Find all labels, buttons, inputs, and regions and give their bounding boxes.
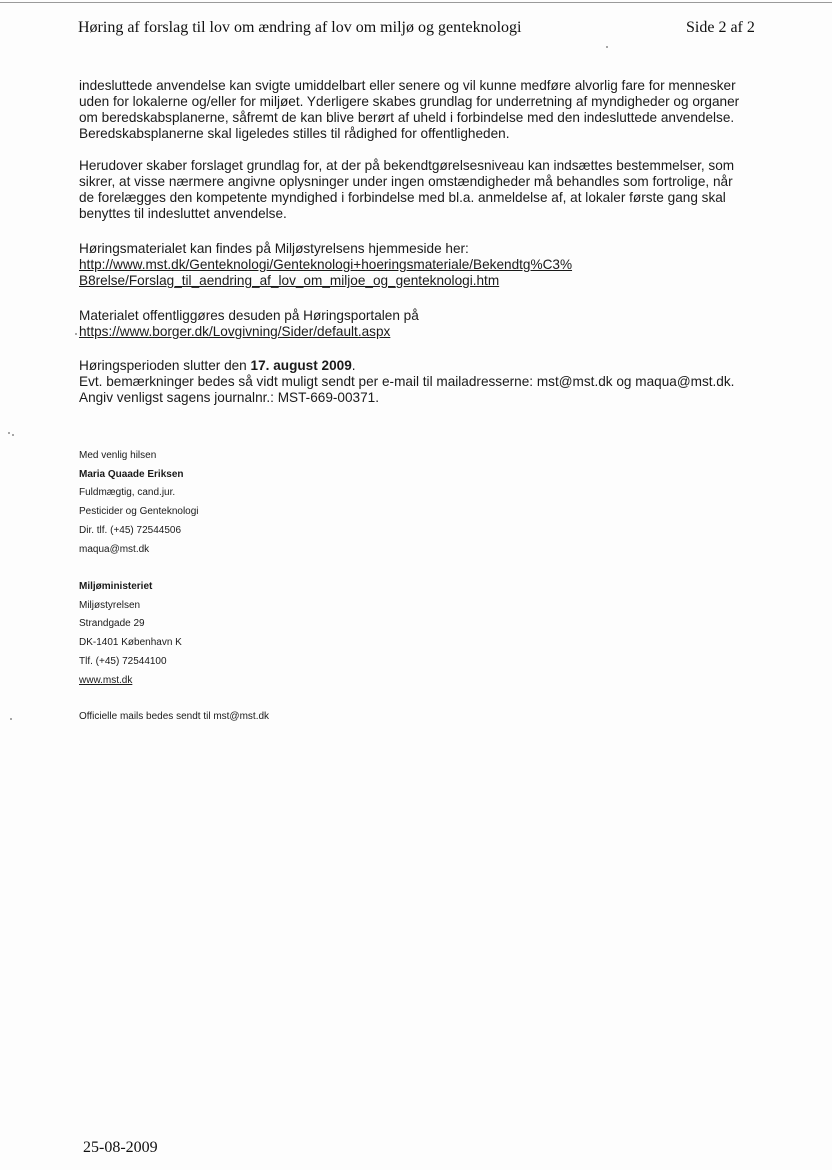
- scan-speck: [8, 432, 10, 434]
- website-link[interactable]: www.mst.dk: [79, 674, 133, 686]
- text-line: Herudover skaber forslaget grundlag for, at der på bekendtgørelsesniveau kan indsættes bestemmelser, som: [79, 158, 735, 173]
- text-line: benyttes til indesluttet anvendelse.: [79, 206, 287, 221]
- text-line: om beredskabsplanerne, såfremt de kan blive berørt af uheld i forbindelse med den indesluttede anvendelse.: [79, 110, 735, 125]
- deadline-date: 17. august 2009: [250, 358, 352, 373]
- text-line: sikrer, at visse nærmere angivne oplysninger under ingen omstændigheder må behandles som fortrolige, når: [79, 174, 733, 189]
- deadline-prefix: Høringsperioden slutter den: [79, 358, 251, 373]
- mst-hearing-link-line-2[interactable]: B8relse/Forslag_til_aendring_af_lov_om_miljoe_og_genteknologi.htm: [79, 273, 500, 288]
- page-number: Side 2 af 2: [686, 19, 755, 36]
- street-address: Strandgade 29: [79, 618, 145, 630]
- scan-speck: [606, 46, 608, 48]
- deadline-suffix: .: [351, 358, 356, 373]
- greeting: Med venlig hilsen: [79, 450, 157, 461]
- scan-speck: [75, 333, 77, 335]
- ministry-name: Miljøministeriet: [79, 581, 153, 592]
- scan-speck: [10, 718, 12, 720]
- text-line: de forelægges den kompetente myndighed i forbindelse med bl.a. anmeldelse af, at lokaler første gang skal: [79, 190, 726, 205]
- mst-hearing-link-line-1[interactable]: http://www.mst.dk/Genteknologi/Genteknologi+hoeringsmateriale/Bekendtg%C3%: [79, 257, 573, 272]
- borger-portal-link[interactable]: https://www.borger.dk/Lovgivning/Sider/default.aspx: [79, 324, 391, 339]
- paragraph-contained-use: [79, 78, 779, 142]
- comments-instruction: Evt. bemærkninger bedes så vidt muligt sendt per e-mail til mailadresserne: mst@mst.dk og maqua@mst.dk.: [79, 374, 735, 389]
- text-line: indesluttede anvendelse kan svigte umiddelbart eller senere og vil kunne medføre alvorlig fare for mennesker: [79, 78, 736, 93]
- text-line: Beredskabsplanerne skal ligeledes stilles til rådighed for offentligheden.: [79, 126, 510, 141]
- paragraph-confidentiality: [79, 158, 779, 222]
- official-mail-note: [79, 708, 269, 727]
- signatory-department: Pesticider og Genteknologi: [79, 506, 199, 518]
- text-line: uden for lokalerne og/eller for miljøet. Yderligere skabes grundlag for underretning af myndigheder og organer: [79, 94, 740, 109]
- hearing-material-intro: Høringsmaterialet kan findes på Miljøstyrelsens hjemmeside her:: [79, 241, 469, 256]
- signatory-name: Maria Quaade Eriksen: [79, 468, 184, 480]
- signatory-email[interactable]: maqua@mst.dk: [79, 543, 150, 555]
- deadline-line: [79, 358, 779, 374]
- scan-speck: [12, 434, 14, 436]
- top-rule: [0, 2, 832, 3]
- agency-name: Miljøstyrelsen: [79, 599, 141, 611]
- paragraph-hearing-material: [79, 241, 779, 289]
- official-mail-text: Officielle mails bedes sendt til mst@mst.dk: [79, 711, 270, 722]
- signatory-phone: Dir. tlf. (+45) 72544506: [79, 524, 182, 536]
- header-title: Høring af forslag til lov om ændring af lov om miljø og genteknologi: [78, 19, 522, 36]
- city-address: DK-1401 København K: [79, 637, 182, 649]
- signatory-title: Fuldmægtig, cand.jur.: [79, 487, 176, 499]
- journal-number-line: Angiv venligst sagens journalnr.: MST-669-00371.: [79, 390, 379, 405]
- hearing-portal-intro: Materialet offentliggøres desuden på Høringsportalen på: [79, 308, 419, 323]
- signature-block: [79, 447, 199, 559]
- organization-block: [79, 578, 182, 690]
- organization-phone: Tlf. (+45) 72544100: [79, 655, 167, 667]
- paragraph-deadline: [79, 358, 779, 406]
- footer-date: 25-08-2009: [83, 1139, 158, 1156]
- paragraph-hearing-portal: [79, 308, 779, 340]
